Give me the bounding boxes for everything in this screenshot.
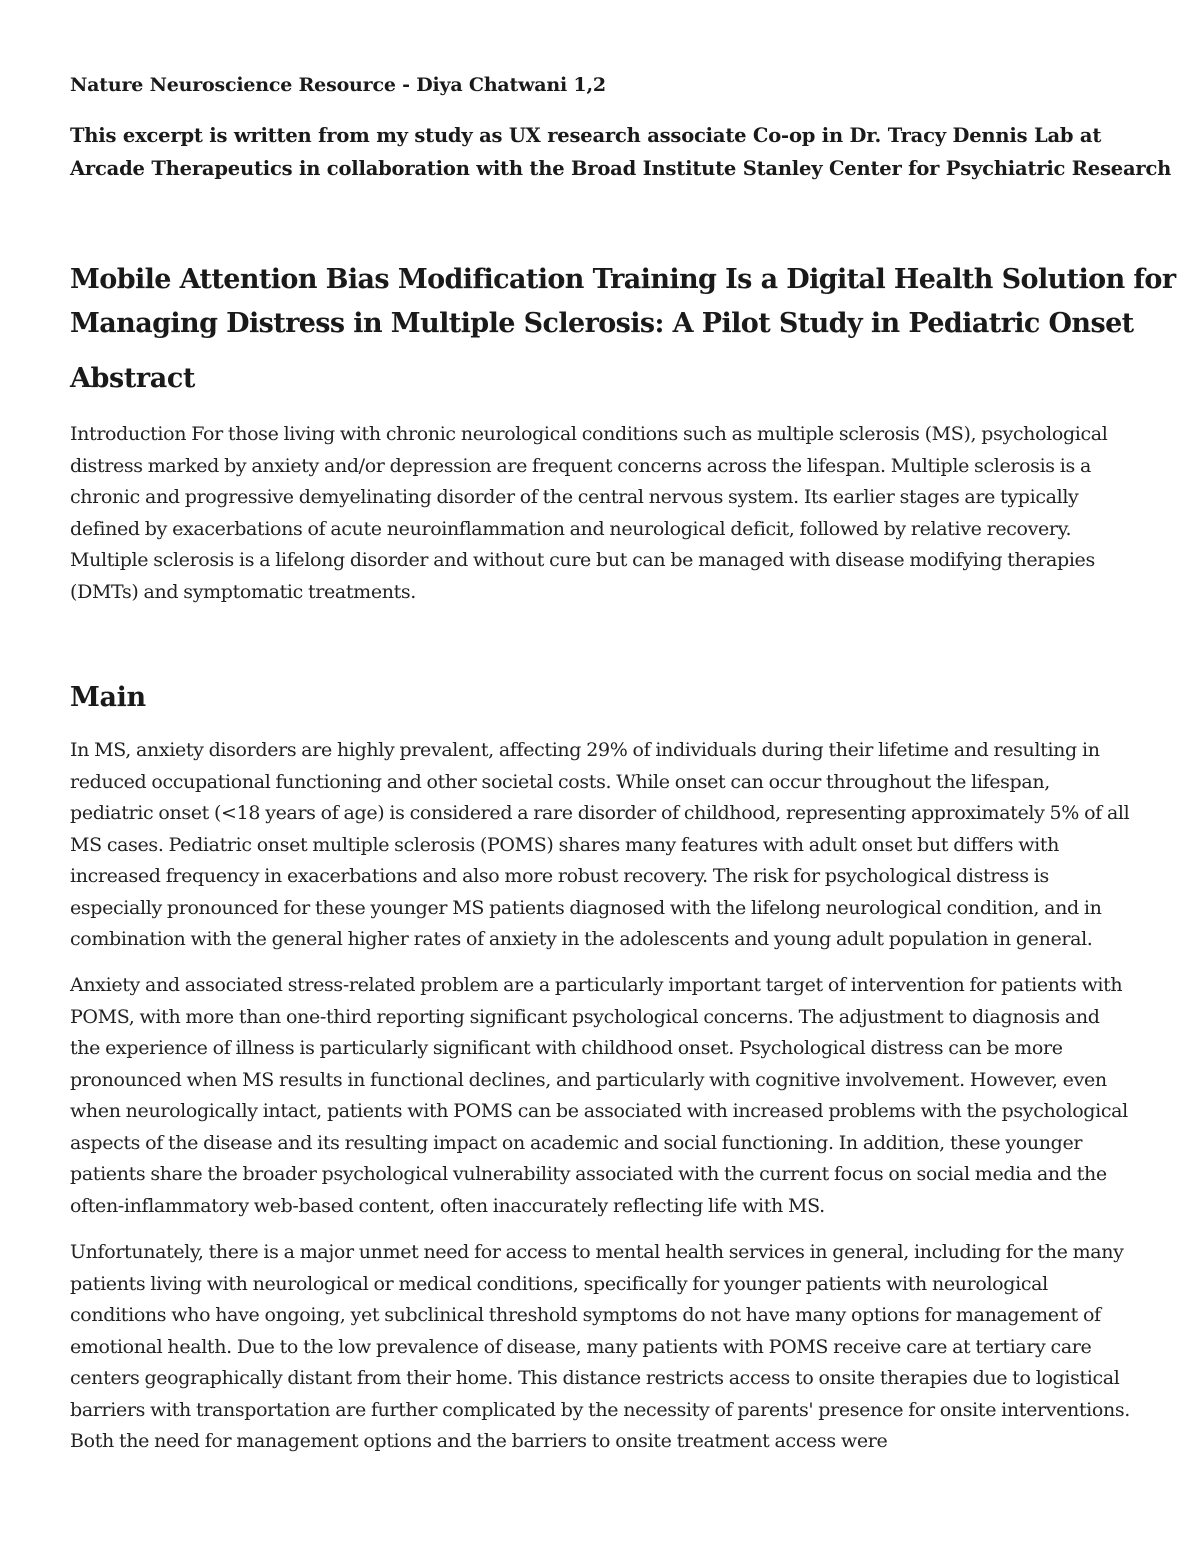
main-paragraph-3: Unfortunately, there is a major unmet need for access to mental health services in general, including for the many patients living with neurological or medical conditions, specifically for younger patients with neurological conditions who have ongoing, yet subclinical threshold symptoms do not have many options for management of emotional health. Due to the low prevalence of disease, many patients with POMS receive care at tertiary care centers geographically distant from their home. This distance restricts access to onsite therapies due to logistical barriers with transportation are further complicated by the necessity of parents' presence for onsite interventions. Both the need for management options and the barriers to onsite treatment access were xyxy=(70,1241,1130,1452)
study-note-line-1: This excerpt is written from my study as UX research associate Co-op in Dr. Tracy Dennis Lab at xyxy=(70,124,1102,147)
article-title-line-2: Managing Distress in Multiple Sclerosis: A Pilot Study in Pediatric Onset xyxy=(70,308,1134,339)
study-note-line-2: Arcade Therapeutics in collaboration with the Broad Institute Stanley Center for Psychiatric Research xyxy=(70,157,1172,180)
abstract-heading: Abstract xyxy=(70,363,195,394)
article-title-line-1: Mobile Attention Bias Modification Training Is a Digital Health Solution for xyxy=(70,264,1176,295)
abstract-paragraph: Introduction For those living with chronic neurological conditions such as multiple sclerosis (MS), psychological distress marked by anxiety and/or depression are frequent concerns across the lifespan. Multiple sclerosis is a chronic and progressive demyelinating disorder of the central nervous system. Its earlier stages are typically defined by exacerbations of acute neuroinflammation and neurological deficit, followed by relative recovery. Multiple sclerosis is a lifelong disorder and without cure but can be managed with disease modifying therapies (DMTs) and symptomatic treatments. xyxy=(70,423,1108,603)
source-line: Nature Neuroscience Resource - Diya Chatwani 1,2 xyxy=(70,74,606,96)
main-heading: Main xyxy=(70,682,146,713)
main-paragraph-1: In MS, anxiety disorders are highly prevalent, affecting 29% of individuals during their lifetime and resulting in reduced occupational functioning and other societal costs. While onset can occur throughout the lifespan, pediatric onset (<18 years of age) is considered a rare disorder of childhood, representing approximately 5% of all MS cases. Pediatric onset multiple sclerosis (POMS) shares many features with adult onset but differs with increased frequency in exacerbations and also more robust recovery. The risk for psychological distress is especially pronounced for these younger MS patients diagnosed with the lifelong neurological condition, and in combination with the general higher rates of anxiety in the adolescents and young adult population in general. xyxy=(70,739,1130,950)
main-paragraph-2: Anxiety and associated stress-related problem are a particularly important target of intervention for patients with POMS, with more than one-third reporting significant psychological concerns. The adjustment to diagnosis and the experience of illness is particularly significant with childhood onset. Psychological distress can be more pronounced when MS results in functional declines, and particularly with cognitive involvement. However, even when neurologically intact, patients with POMS can be associated with increased problems with the psychological aspects of the disease and its resulting impact on academic and social functioning. In addition, these younger patients share the broader psychological vulnerability associated with the current focus on social media and the often-inflammatory web-based content, often inaccurately reflecting life with MS. xyxy=(70,974,1128,1217)
